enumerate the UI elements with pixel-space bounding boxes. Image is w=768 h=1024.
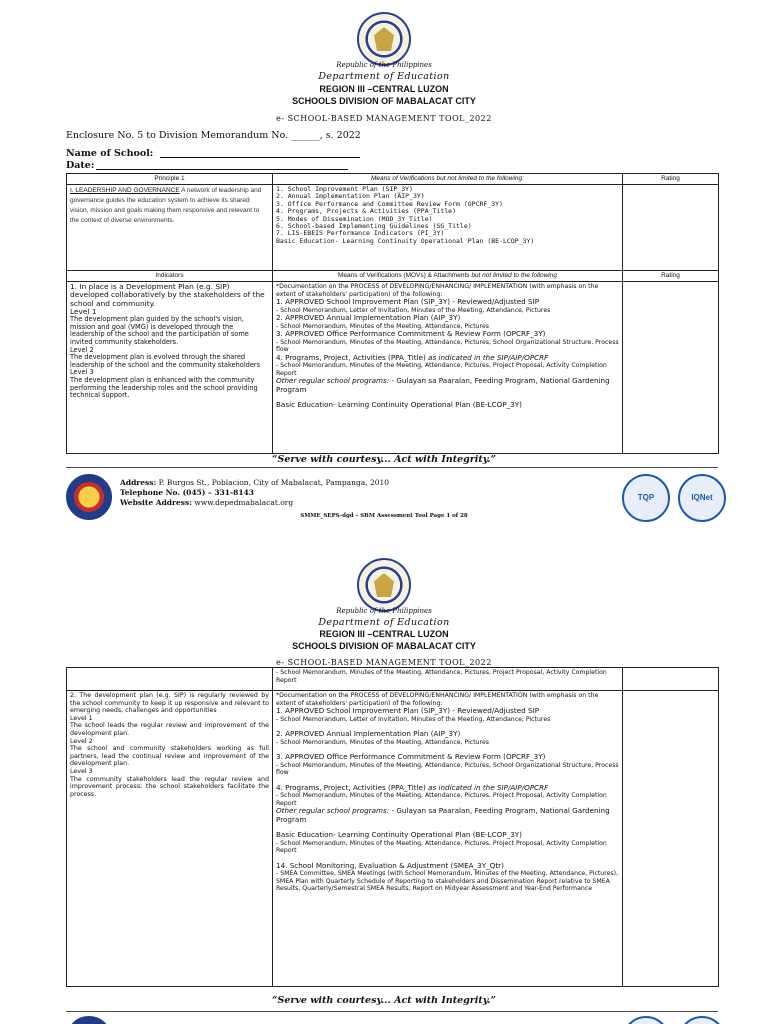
movs-continued-cell (273, 668, 623, 691)
rating-header-2: Rating (623, 271, 719, 282)
principle-cell (67, 185, 273, 271)
principle-description: A network of leadership and governance guides the education system to achieve its shared vision, mission and goals making them responsive and relevant to the context of diverse environments. (70, 187, 262, 224)
school-name-label: Name of School: (66, 148, 154, 159)
movs-aip-items: - School Memorandum, Minutes of the Meeting, Attendance, Pictures (276, 738, 489, 746)
movs-sip-items: - School Memorandum, Letter of Invitation, Minutes of the Meeting, Attendance, Pictures (276, 715, 551, 723)
footer-divider (66, 467, 718, 468)
iqnet-cert-icon (678, 1016, 726, 1024)
address-label: Address: (120, 478, 157, 487)
region-line: REGION III –CENTRAL LUZON (319, 629, 449, 639)
movs-smea-title: 14. School Monitoring, Evaluation & Adjustment (SMEA_3Y_Qtr) (276, 860, 504, 870)
rating-cell[interactable] (623, 185, 719, 271)
movs-opcrf-items: - School Memorandum, Minutes of the Meeting, Attendance, Pictures, School Organizational Structure, Process flow (276, 761, 619, 776)
movs-ppa-items: - School Memorandum, Minutes of the Meeting, Attendance, Pictures, Project Proposal, Activity Completion Report (276, 792, 607, 807)
level-1-label: Level 1 (70, 306, 97, 316)
deped-seal-icon (357, 12, 411, 66)
movs-item: 3. Office Performance and Committee Review Form (OPCRF_3Y) (276, 200, 503, 208)
enclosure-line: Enclosure No. 5 to Division Memorandum No. ______, s. 2022 (66, 130, 361, 141)
movs-item: 2. Annual Implementation Plan (AIP_3Y) (276, 193, 425, 201)
sbm-table (66, 173, 719, 454)
deped-seal-icon (357, 558, 411, 612)
movs-aip-title: 2. APPROVED Annual Implementation Plan (AIP_3Y) (276, 313, 461, 322)
level-3-label: Level 3 (70, 767, 93, 775)
indicator-cell-empty (67, 668, 273, 691)
principle-movs-cell (273, 185, 623, 271)
indicator-cell (67, 282, 273, 454)
motto: “Serve with courtesy... Act with Integrity.” (272, 995, 496, 1006)
movs-smea-items: - SMEA Committee, SMEA Meetings (with School Memorandum, Minutes of the Meeting, Attendance, Pictures), SMEA Plan with Quarterly Schedule of Reporting to stakeholders and Dissemination Report relative to SMEA Results, Quarterly/Semestral SMEA Results, Report on Midyear Assessment and Year-End Performance (276, 870, 619, 892)
movs-other-items: - Gulayan sa Paaralan, Feeding Program, National Gardening Program (276, 806, 610, 824)
movs-opcrf-items: - School Memorandum, Minutes of the Meeting, Attendance, Pictures, School Organizational Structure, Process flow (276, 338, 619, 353)
level-2-label: Level 2 (70, 345, 94, 354)
page-number: SMME_SEPS-dgd – SBM Assessment Tool Page 1 of 28 (300, 513, 468, 519)
republic-line: Republic of the Philippines (336, 61, 432, 69)
movs-item: 7. LIS-EBEIS Performance Indicators (PI_3Y) (276, 230, 445, 238)
movs-ppa-title-text: 4. Programs, Project, Activities (PPA_Title) (276, 782, 426, 792)
movs-ppa-title-suffix: as indicated in the SIP/AIP/OPCRF (425, 352, 549, 362)
movs-becp: Basic Education- Learning Continuity Operational Plan (BE-LCOP_3Y) (276, 400, 522, 409)
movs-other-label: Other regular school programs: (276, 376, 390, 385)
republic-line: Republic of the Philippines (336, 607, 432, 615)
tool-title: e- SCHOOL-BASED MANAGEMENT TOOL_2022 (276, 658, 492, 667)
principle-name: I. LEADERSHIP AND GOVERNANCE (70, 187, 180, 194)
movs-attachments-suffix: but not limited to the following (469, 272, 557, 279)
movs-aip-items: - School Memorandum, Minutes of the Meeting, Attendance, Pictures (276, 322, 489, 330)
movs-continued-items: - School Memorandum, Minutes of the Meeting, Attendance, Pictures, Project Proposal, Activity Completion Report (276, 669, 607, 684)
level-2-text: The school and community stakeholders working as full partners, lead the continual review and improvement of the development plan. (70, 745, 269, 768)
date-field[interactable] (96, 160, 348, 170)
movs-becp-items: - School Memorandum, Minutes of the Meeting, Attendance, Pictures, Project Proposal, Activity Completion Report (276, 839, 607, 854)
movs-aip-title: 2. APPROVED Annual Implementation Plan (AIP_3Y) (276, 729, 461, 738)
level-2-text: The development plan is evolved through the shared leadership of the school and the community stakeholders (70, 353, 261, 369)
date-label: Date: (66, 160, 95, 171)
movs-item: 5. Modes of Dissemination (MOD_3Y_Title) (276, 215, 433, 223)
movs-ppa-title-text: 4. Programs, Project, Activities (PPA_Title) (276, 352, 426, 362)
movs-ppa-title (276, 354, 619, 363)
tool-title: e- SCHOOL-BASED MANAGEMENT TOOL_2022 (276, 114, 492, 123)
cert-2-label: IQNet (691, 493, 713, 502)
school-name-field[interactable] (160, 148, 360, 158)
website-label: Website Address: (120, 498, 192, 507)
indicator-cell (67, 691, 273, 987)
level-3-text: The development plan is enhanced with the community performing the leadership roles and the school providing technical support. (70, 375, 258, 400)
indicator-1-text: 1. In place is a Development Plan (e.g. SIP) developed collaboratively by the stakeholders of the school and community. (70, 282, 265, 308)
phone-text: (045) – 331-8143 (180, 488, 254, 497)
movs-attachments-label: Means of Verifications (MOVs) & Attachments (338, 272, 470, 279)
movs-opcrf-title: 3. APPROVED Office Performance Commitment & Review Form (OPCRF_3Y) (276, 752, 546, 761)
movs-ppa-title-suffix: as indicated in the SIP/AIP/OPCRF (425, 782, 549, 792)
movs-item: 1. School Improvement Plan (SIP_3Y) (276, 186, 413, 193)
motto: “Serve with courtesy... Act with Integrity.” (272, 454, 496, 465)
indicators-header: Indicators (67, 271, 273, 282)
level-1-label: Level 1 (70, 714, 93, 722)
level-3-label: Level 3 (70, 368, 94, 377)
movs-sip-title: 1. APPROVED School Improvement Plan (SIP_3Y) - Reviewed/Adjusted SIP (276, 706, 540, 715)
level-1-text: The school leads the regular review and improvement of the development plan. (70, 722, 269, 737)
rating-cell[interactable] (623, 668, 719, 691)
indicator-1-levels (70, 316, 269, 400)
movs-intro: *Documentation on the PROCESS of DEVELOPING/ENHANCING/ IMPLEMENTATION (with emphasis on the extent of stakeholders' participation) of the following: (276, 692, 599, 707)
division-line: SCHOOLS DIVISION OF MABALACAT CITY (292, 96, 476, 106)
document-page-2 (0, 538, 768, 1024)
movs-item: 4. Programs, Projects & Activities (PPA_Title) (276, 208, 457, 216)
principle-header: Principle 1 (67, 174, 273, 185)
level-2-label: Level 2 (70, 737, 93, 745)
movs-cell (273, 691, 623, 987)
movs-intro: *Documentation on the PROCESS of DEVELOPING/ENHANCING/ IMPLEMENTATION (with emphasis on the extent of stakeholders' participation) of the following: (276, 283, 599, 298)
movs-sip-items: - School Memorandum, Letter of Invitation, Minutes of the Meeting, Attendance, Pictures (276, 306, 551, 314)
rating-cell[interactable] (623, 691, 719, 987)
cert-1-label: TQP (637, 493, 655, 502)
level-1-text: The development plan guided by the school's vision, mission and goal (VMG) is developed through the leadership of the school and the participation of some invited community stakeholders. (70, 315, 249, 346)
footer-divider (66, 1011, 718, 1012)
indicator-2-text: 2. The development plan (e.g. SIP) is regularly reviewed by the school community to keep it up responsive and relevant to emerging needs, challenges and opportunities (70, 692, 269, 715)
rating-header: Rating (623, 174, 719, 185)
level-3-text: The community stakeholders lead the regular review and improvement process; the school stakeholders facilitate the process. (70, 775, 269, 798)
tqp-cert-icon (622, 1016, 670, 1024)
movs-sip-title: 1. APPROVED School Improvement Plan (SIP_3Y) - Reviewed/Adjusted SIP (276, 297, 540, 306)
movs-becp: Basic Education- Learning Continuity Operational Plan (BE-LCOP_3Y) (276, 830, 522, 839)
movs-cell (273, 282, 623, 454)
footer-address-block (120, 478, 389, 508)
website-text: www.depedmabalacat.org (192, 498, 294, 507)
division-line: SCHOOLS DIVISION OF MABALACAT CITY (292, 641, 476, 651)
rating-cell[interactable] (623, 282, 719, 454)
movs-attachments-header (273, 271, 623, 282)
movs-item: 6. School-based Implementing Guidelines (SG_Title) (276, 223, 472, 231)
movs-other-items: - Gulayan sa Paaralan, Feeding Program, National Gardening Program (276, 376, 610, 394)
region-line: REGION III –CENTRAL LUZON (319, 84, 449, 94)
movs-ppa-title (276, 784, 619, 793)
address-text: P. Burgos St., Poblacion, City of Mabalacat, Pampanga, 2010 (156, 478, 390, 487)
department-line: Department of Education (318, 71, 450, 82)
phone-label: Telephone No. (120, 488, 180, 497)
sbm-table-continued (66, 667, 719, 987)
movs-other-label: Other regular school programs: (276, 806, 390, 815)
movs-ppa-items: - School Memorandum, Minutes of the Meeting, Attendance, Pictures, Project Proposal, Activity Completion Report (276, 362, 607, 377)
indicator-1 (70, 283, 269, 316)
division-logo-icon (66, 1016, 112, 1024)
movs-item: Basic Education- Learning Continuity Operational Plan (BE-LCOP_3Y) (276, 237, 535, 245)
movs-header: Means of Verifications but not limited to the following: (273, 174, 623, 185)
indicator-2 (70, 692, 269, 798)
department-line: Department of Education (318, 617, 450, 628)
movs-opcrf-title: 3. APPROVED Office Performance Commitment & Review Form (OPCRF_3Y) (276, 329, 546, 338)
